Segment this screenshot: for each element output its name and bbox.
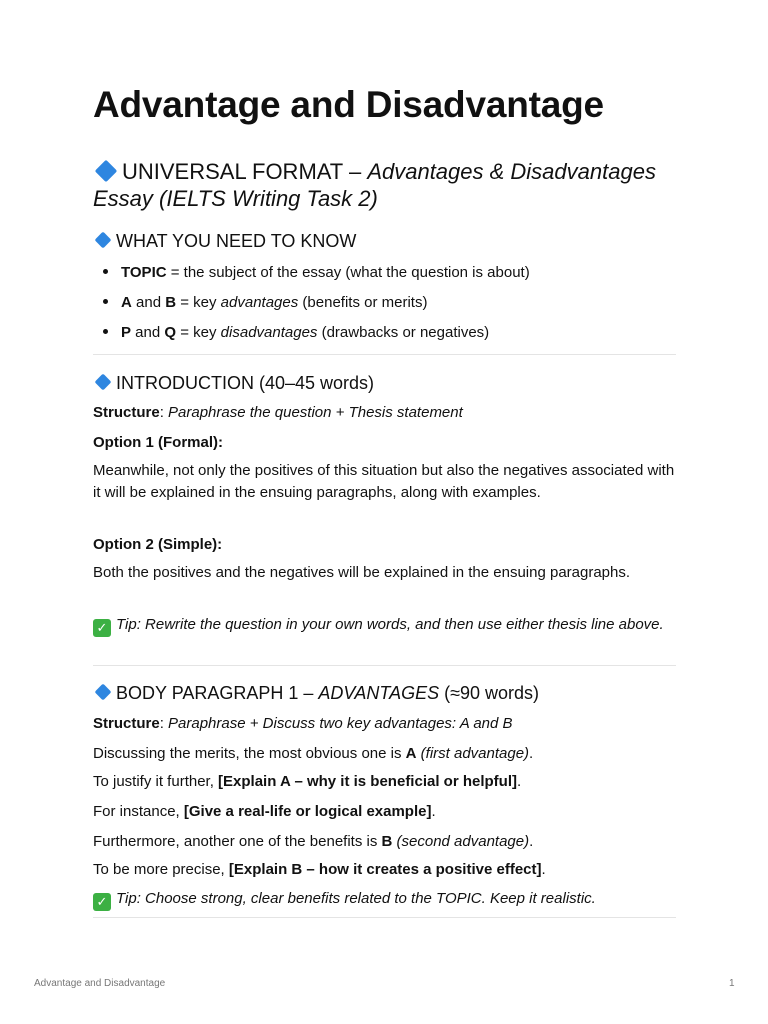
option1-label-text: Option 1 (Formal): [93, 434, 223, 451]
option2-label-text: Option 2 (Simple): [93, 536, 223, 553]
blue-diamond-icon [95, 684, 112, 701]
item-term: TOPIC [121, 264, 167, 281]
line-bold: [Explain B – how it creates a positive effect] [228, 861, 542, 878]
option1-text: Meanwhile, not only the positives of this situation but also the negatives associated with it will be explained in the ensuing paragraphs, along with examples. [93, 462, 675, 501]
option2-label [93, 536, 222, 553]
introduction-heading-text: INTRODUCTION (40–45 words) [116, 373, 375, 393]
body1-structure: Structure: Paraphrase + Discuss two key advantages: A and B [93, 715, 513, 732]
item-text: = key [176, 324, 221, 341]
line-text: To be more precise, [93, 861, 229, 878]
line-italic: (first advantage) [420, 745, 530, 762]
body1-heading [93, 683, 539, 704]
line-italic: (second advantage) [396, 833, 530, 850]
check-mark-icon: ✓ [93, 893, 111, 911]
body1-line-5: To be more precise, [Explain B – how it creates a positive effect]. [93, 861, 546, 878]
list-item [103, 294, 427, 311]
body1-tip [93, 890, 596, 911]
format-heading-italic: Advantages & Disadvantages Essay (IELTS Writing Task 2) [93, 159, 656, 211]
introduction-heading [93, 373, 374, 394]
item-text: = key [176, 294, 221, 311]
item-text: (benefits or merits) [298, 294, 428, 311]
section-divider [93, 665, 676, 666]
item-term: B [165, 294, 177, 311]
blue-diamond-icon [95, 232, 112, 249]
body1-heading-tail: (≈90 words) [439, 683, 540, 703]
list-item [103, 264, 530, 281]
intro-tip-text: Tip: Rewrite the question in your own words, and then use either thesis line above. [116, 616, 664, 633]
option1-label [93, 434, 223, 451]
body1-heading-lead: BODY PARAGRAPH 1 – [116, 683, 319, 703]
format-heading-lead: UNIVERSAL FORMAT – [122, 159, 368, 184]
body1-heading-italic: ADVANTAGES [318, 683, 440, 703]
item-emphasis: disadvantages [220, 324, 318, 341]
option2-text: Both the positives and the negatives will be explained in the ensuing paragraphs. [93, 564, 631, 581]
intro-structure: Structure: Paraphrase the question + Thesis statement [93, 404, 463, 421]
need-to-know-heading [93, 231, 356, 252]
line-text: To justify it further, [93, 773, 219, 790]
bullet-icon [103, 329, 108, 334]
line-bold: [Explain A – why it is beneficial or helpful] [218, 773, 517, 790]
item-term: P [121, 324, 132, 341]
line-text: Furthermore, another one of the benefits is [93, 833, 382, 850]
list-item [103, 324, 489, 341]
item-text: and [131, 324, 165, 341]
line-text: For instance, [93, 803, 184, 820]
footer-page-number: 1 [729, 978, 735, 989]
item-emphasis: advantages [220, 294, 299, 311]
item-term: Q [164, 324, 177, 341]
check-mark-icon: ✓ [93, 619, 111, 637]
body1-line-2: To justify it further, [Explain A – why it is beneficial or helpful]. [93, 773, 522, 790]
need-to-know-heading-text: WHAT YOU NEED TO KNOW [116, 231, 357, 251]
structure-text: Paraphrase + Discuss two key advantages: A and B [168, 715, 513, 732]
body1-line-3: For instance, [Give a real-life or logical example]. [93, 803, 436, 820]
footer-title: Advantage and Disadvantage [34, 978, 166, 989]
item-text: (drawbacks or negatives) [317, 324, 490, 341]
section-divider [93, 917, 676, 918]
item-text: = the subject of the essay (what the question is about) [166, 264, 530, 281]
line-bold: B [381, 833, 393, 850]
structure-text: Paraphrase the question + Thesis statement [168, 404, 463, 421]
intro-tip [93, 614, 676, 637]
bullet-icon [103, 299, 108, 304]
line-bold: [Give a real-life or logical example] [183, 803, 432, 820]
bullet-icon [103, 269, 108, 274]
blue-diamond-icon [95, 160, 118, 183]
blue-diamond-icon [95, 374, 112, 391]
structure-label: Structure [93, 404, 160, 421]
line-text: Discussing the merits, the most obvious one is [93, 745, 406, 762]
format-heading [93, 158, 676, 212]
item-term: A [121, 294, 132, 311]
item-text: and [131, 294, 166, 311]
body1-line-1: Discussing the merits, the most obvious one is A (first advantage). [93, 745, 534, 762]
body1-line-4: Furthermore, another one of the benefits is B (second advantage). [93, 833, 534, 850]
page-title: Advantage and Disadvantage [93, 84, 604, 125]
body1-tip-text: Tip: Choose strong, clear benefits related to the TOPIC. Keep it realistic. [116, 890, 596, 907]
structure-label: Structure [93, 715, 160, 732]
line-bold: A [405, 745, 417, 762]
section-divider [93, 354, 676, 355]
